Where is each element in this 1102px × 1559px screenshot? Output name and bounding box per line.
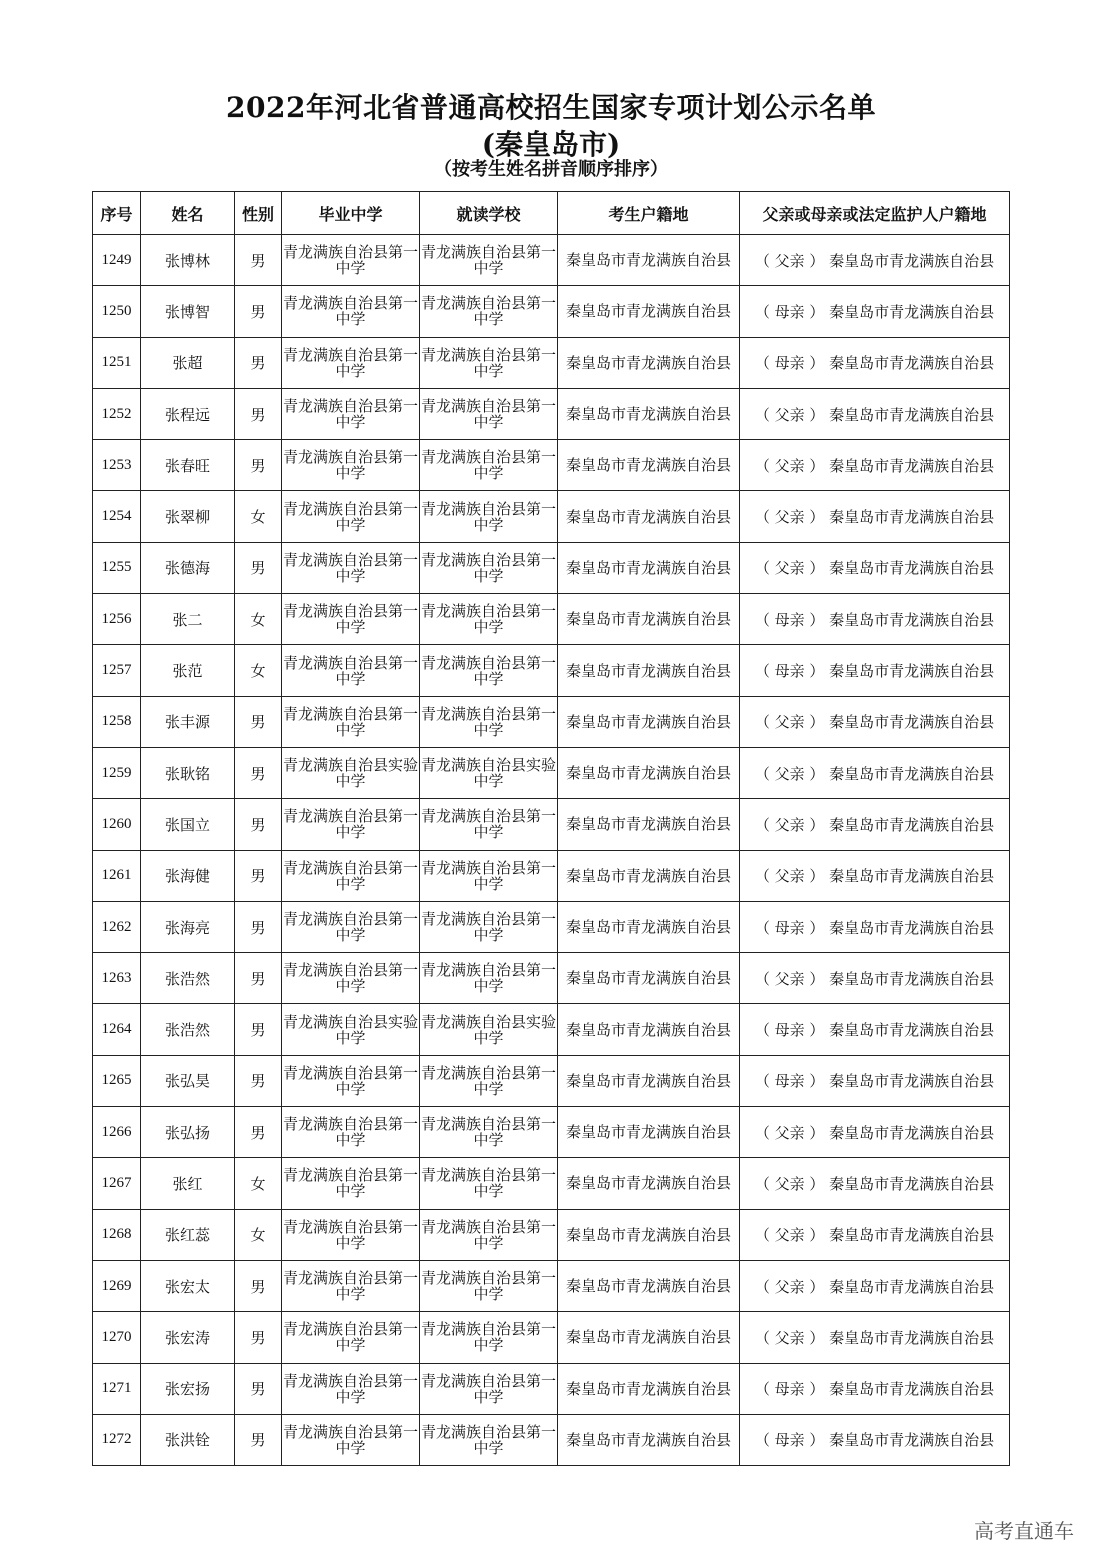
- cell-name: 张海亮: [141, 901, 235, 952]
- cell-registration: 秦皇岛市青龙满族自治县: [558, 799, 740, 850]
- table-row: [93, 953, 1010, 1004]
- header-registration: 考生户籍地: [558, 192, 740, 235]
- cell-guardian-registration: （ 母亲 ） 秦皇岛市青龙满族自治县: [740, 1363, 1010, 1414]
- cell-gender: 男: [235, 235, 282, 286]
- cell-graduation-school: 青龙满族自治县实验中学: [282, 747, 420, 798]
- header-current-school: 就读学校: [420, 192, 558, 235]
- cell-registration: 秦皇岛市青龙满族自治县: [558, 696, 740, 747]
- cell-serial: 1252: [93, 388, 141, 439]
- cell-name: 张博智: [141, 286, 235, 337]
- cell-guardian-registration: （ 父亲 ） 秦皇岛市青龙满族自治县: [740, 491, 1010, 542]
- cell-registration: 秦皇岛市青龙满族自治县: [558, 1004, 740, 1055]
- cell-gender: 女: [235, 645, 282, 696]
- cell-name: 张二: [141, 594, 235, 645]
- cell-serial: 1269: [93, 1260, 141, 1311]
- cell-graduation-school: 青龙满族自治县第一中学: [282, 696, 420, 747]
- roster-table: [92, 191, 1010, 1466]
- cell-current-school: 青龙满族自治县第一中学: [420, 1414, 558, 1465]
- cell-registration: 秦皇岛市青龙满族自治县: [558, 1363, 740, 1414]
- cell-name: 张宏涛: [141, 1312, 235, 1363]
- cell-graduation-school: 青龙满族自治县第一中学: [282, 799, 420, 850]
- cell-current-school: 青龙满族自治县第一中学: [420, 696, 558, 747]
- cell-graduation-school: 青龙满族自治县第一中学: [282, 491, 420, 542]
- cell-serial: 1264: [93, 1004, 141, 1055]
- cell-serial: 1270: [93, 1312, 141, 1363]
- cell-current-school: 青龙满族自治县第一中学: [420, 542, 558, 593]
- table-row: [93, 1158, 1010, 1209]
- cell-gender: 男: [235, 542, 282, 593]
- cell-serial: 1266: [93, 1107, 141, 1158]
- cell-name: 张翠柳: [141, 491, 235, 542]
- cell-current-school: 青龙满族自治县第一中学: [420, 953, 558, 1004]
- cell-guardian-registration: （ 母亲 ） 秦皇岛市青龙满族自治县: [740, 1055, 1010, 1106]
- cell-current-school: 青龙满族自治县第一中学: [420, 645, 558, 696]
- table-row: [93, 1209, 1010, 1260]
- cell-serial: 1260: [93, 799, 141, 850]
- table-row: [93, 286, 1010, 337]
- cell-guardian-registration: （ 母亲 ） 秦皇岛市青龙满族自治县: [740, 286, 1010, 337]
- cell-graduation-school: 青龙满族自治县第一中学: [282, 850, 420, 901]
- cell-guardian-registration: （ 母亲 ） 秦皇岛市青龙满族自治县: [740, 1414, 1010, 1465]
- cell-guardian-registration: （ 母亲 ） 秦皇岛市青龙满族自治县: [740, 594, 1010, 645]
- cell-current-school: 青龙满族自治县第一中学: [420, 235, 558, 286]
- header-gender: 性别: [235, 192, 282, 235]
- cell-current-school: 青龙满族自治县第一中学: [420, 388, 558, 439]
- cell-guardian-registration: （ 父亲 ） 秦皇岛市青龙满族自治县: [740, 850, 1010, 901]
- cell-graduation-school: 青龙满族自治县实验中学: [282, 1004, 420, 1055]
- cell-gender: 男: [235, 850, 282, 901]
- cell-current-school: 青龙满族自治县第一中学: [420, 337, 558, 388]
- cell-gender: 男: [235, 440, 282, 491]
- cell-registration: 秦皇岛市青龙满族自治县: [558, 594, 740, 645]
- cell-graduation-school: 青龙满族自治县第一中学: [282, 286, 420, 337]
- cell-gender: 男: [235, 1004, 282, 1055]
- cell-graduation-school: 青龙满族自治县第一中学: [282, 235, 420, 286]
- cell-serial: 1254: [93, 491, 141, 542]
- cell-graduation-school: 青龙满族自治县第一中学: [282, 1414, 420, 1465]
- cell-current-school: 青龙满族自治县第一中学: [420, 440, 558, 491]
- cell-current-school: 青龙满族自治县第一中学: [420, 1260, 558, 1311]
- cell-name: 张红: [141, 1158, 235, 1209]
- header-guardian-registration: 父亲或母亲或法定监护人户籍地: [740, 192, 1010, 235]
- cell-name: 张宏扬: [141, 1363, 235, 1414]
- cell-current-school: 青龙满族自治县第一中学: [420, 1055, 558, 1106]
- document-subtitle-city: (秦皇岛市): [481, 128, 621, 161]
- cell-serial: 1265: [93, 1055, 141, 1106]
- cell-name: 张德海: [141, 542, 235, 593]
- cell-registration: 秦皇岛市青龙满族自治县: [558, 901, 740, 952]
- cell-guardian-registration: （ 父亲 ） 秦皇岛市青龙满族自治县: [740, 1158, 1010, 1209]
- cell-guardian-registration: （ 父亲 ） 秦皇岛市青龙满族自治县: [740, 799, 1010, 850]
- cell-guardian-registration: （ 父亲 ） 秦皇岛市青龙满族自治县: [740, 953, 1010, 1004]
- cell-name: 张范: [141, 645, 235, 696]
- cell-serial: 1262: [93, 901, 141, 952]
- cell-serial: 1257: [93, 645, 141, 696]
- cell-name: 张超: [141, 337, 235, 388]
- cell-current-school: 青龙满族自治县第一中学: [420, 491, 558, 542]
- cell-current-school: 青龙满族自治县第一中学: [420, 1209, 558, 1260]
- cell-guardian-registration: （ 母亲 ） 秦皇岛市青龙满族自治县: [740, 1004, 1010, 1055]
- cell-current-school: 青龙满族自治县第一中学: [420, 594, 558, 645]
- cell-guardian-registration: （ 母亲 ） 秦皇岛市青龙满族自治县: [740, 337, 1010, 388]
- cell-graduation-school: 青龙满族自治县第一中学: [282, 1363, 420, 1414]
- cell-gender: 男: [235, 1363, 282, 1414]
- cell-registration: 秦皇岛市青龙满族自治县: [558, 440, 740, 491]
- cell-guardian-registration: （ 父亲 ） 秦皇岛市青龙满族自治县: [740, 1312, 1010, 1363]
- cell-gender: 女: [235, 594, 282, 645]
- cell-registration: 秦皇岛市青龙满族自治县: [558, 953, 740, 1004]
- cell-graduation-school: 青龙满族自治县第一中学: [282, 1158, 420, 1209]
- table-row: [93, 337, 1010, 388]
- cell-name: 张耿铭: [141, 747, 235, 798]
- cell-gender: 男: [235, 1312, 282, 1363]
- cell-graduation-school: 青龙满族自治县第一中学: [282, 1312, 420, 1363]
- cell-guardian-registration: （ 父亲 ） 秦皇岛市青龙满族自治县: [740, 388, 1010, 439]
- cell-graduation-school: 青龙满族自治县第一中学: [282, 337, 420, 388]
- table-row: [93, 799, 1010, 850]
- watermark-text: 高考直通车: [974, 1519, 1074, 1543]
- cell-gender: 男: [235, 901, 282, 952]
- cell-gender: 男: [235, 1260, 282, 1311]
- cell-registration: 秦皇岛市青龙满族自治县: [558, 388, 740, 439]
- cell-graduation-school: 青龙满族自治县第一中学: [282, 388, 420, 439]
- cell-name: 张海健: [141, 850, 235, 901]
- cell-guardian-registration: （ 父亲 ） 秦皇岛市青龙满族自治县: [740, 1260, 1010, 1311]
- cell-registration: 秦皇岛市青龙满族自治县: [558, 850, 740, 901]
- cell-guardian-registration: （ 父亲 ） 秦皇岛市青龙满族自治县: [740, 1209, 1010, 1260]
- cell-current-school: 青龙满族自治县第一中学: [420, 799, 558, 850]
- table-row: [93, 388, 1010, 439]
- cell-guardian-registration: （ 父亲 ） 秦皇岛市青龙满族自治县: [740, 542, 1010, 593]
- table-row: [93, 696, 1010, 747]
- table-row: [93, 1260, 1010, 1311]
- cell-guardian-registration: （ 母亲 ） 秦皇岛市青龙满族自治县: [740, 645, 1010, 696]
- header-serial: 序号: [93, 192, 141, 235]
- cell-name: 张春旺: [141, 440, 235, 491]
- table-row: [93, 1312, 1010, 1363]
- cell-gender: 女: [235, 1158, 282, 1209]
- cell-graduation-school: 青龙满族自治县第一中学: [282, 1107, 420, 1158]
- table-row: [93, 440, 1010, 491]
- cell-current-school: 青龙满族自治县实验中学: [420, 747, 558, 798]
- cell-name: 张洪铨: [141, 1414, 235, 1465]
- header-graduation-school: 毕业中学: [282, 192, 420, 235]
- header-name: 姓名: [141, 192, 235, 235]
- cell-name: 张程远: [141, 388, 235, 439]
- cell-registration: 秦皇岛市青龙满族自治县: [558, 1312, 740, 1363]
- table-row: [93, 901, 1010, 952]
- cell-guardian-registration: （ 父亲 ） 秦皇岛市青龙满族自治县: [740, 440, 1010, 491]
- cell-name: 张国立: [141, 799, 235, 850]
- cell-registration: 秦皇岛市青龙满族自治县: [558, 286, 740, 337]
- cell-registration: 秦皇岛市青龙满族自治县: [558, 1158, 740, 1209]
- table-row: [93, 747, 1010, 798]
- table-row: [93, 594, 1010, 645]
- cell-guardian-registration: （ 母亲 ） 秦皇岛市青龙满族自治县: [740, 901, 1010, 952]
- cell-gender: 男: [235, 747, 282, 798]
- cell-graduation-school: 青龙满族自治县第一中学: [282, 440, 420, 491]
- cell-name: 张浩然: [141, 953, 235, 1004]
- cell-graduation-school: 青龙满族自治县第一中学: [282, 542, 420, 593]
- cell-current-school: 青龙满族自治县第一中学: [420, 1363, 558, 1414]
- cell-registration: 秦皇岛市青龙满族自治县: [558, 491, 740, 542]
- cell-graduation-school: 青龙满族自治县第一中学: [282, 901, 420, 952]
- document-sort-note: （按考生姓名拼音顺序排序）: [434, 159, 668, 180]
- cell-guardian-registration: （ 父亲 ） 秦皇岛市青龙满族自治县: [740, 235, 1010, 286]
- cell-gender: 女: [235, 491, 282, 542]
- cell-registration: 秦皇岛市青龙满族自治县: [558, 645, 740, 696]
- cell-serial: 1249: [93, 235, 141, 286]
- cell-serial: 1250: [93, 286, 141, 337]
- cell-serial: 1261: [93, 850, 141, 901]
- table-header-row: [93, 192, 1010, 235]
- cell-registration: 秦皇岛市青龙满族自治县: [558, 747, 740, 798]
- cell-serial: 1251: [93, 337, 141, 388]
- table-row: [93, 1107, 1010, 1158]
- table-row: [93, 850, 1010, 901]
- table-row: [93, 235, 1010, 286]
- cell-serial: 1258: [93, 696, 141, 747]
- cell-gender: 女: [235, 1209, 282, 1260]
- table-row: [93, 1363, 1010, 1414]
- cell-registration: 秦皇岛市青龙满族自治县: [558, 1260, 740, 1311]
- cell-current-school: 青龙满族自治县第一中学: [420, 1107, 558, 1158]
- cell-serial: 1271: [93, 1363, 141, 1414]
- table-row: [93, 1055, 1010, 1106]
- cell-name: 张博林: [141, 235, 235, 286]
- cell-graduation-school: 青龙满族自治县第一中学: [282, 1260, 420, 1311]
- cell-guardian-registration: （ 父亲 ） 秦皇岛市青龙满族自治县: [740, 696, 1010, 747]
- table-row: [93, 645, 1010, 696]
- cell-guardian-registration: （ 父亲 ） 秦皇岛市青龙满族自治县: [740, 1107, 1010, 1158]
- cell-graduation-school: 青龙满族自治县第一中学: [282, 645, 420, 696]
- table-row: [93, 1004, 1010, 1055]
- cell-current-school: 青龙满族自治县实验中学: [420, 1004, 558, 1055]
- cell-name: 张弘扬: [141, 1107, 235, 1158]
- cell-registration: 秦皇岛市青龙满族自治县: [558, 1209, 740, 1260]
- table-row: [93, 491, 1010, 542]
- cell-graduation-school: 青龙满族自治县第一中学: [282, 1055, 420, 1106]
- cell-registration: 秦皇岛市青龙满族自治县: [558, 1055, 740, 1106]
- table-row: [93, 1414, 1010, 1465]
- cell-serial: 1253: [93, 440, 141, 491]
- cell-gender: 男: [235, 696, 282, 747]
- cell-serial: 1255: [93, 542, 141, 593]
- cell-registration: 秦皇岛市青龙满族自治县: [558, 337, 740, 388]
- cell-graduation-school: 青龙满族自治县第一中学: [282, 594, 420, 645]
- cell-serial: 1268: [93, 1209, 141, 1260]
- cell-graduation-school: 青龙满族自治县第一中学: [282, 953, 420, 1004]
- cell-gender: 男: [235, 337, 282, 388]
- cell-serial: 1259: [93, 747, 141, 798]
- cell-gender: 男: [235, 388, 282, 439]
- cell-name: 张弘昊: [141, 1055, 235, 1106]
- cell-registration: 秦皇岛市青龙满族自治县: [558, 1414, 740, 1465]
- cell-current-school: 青龙满族自治县第一中学: [420, 901, 558, 952]
- table-row: [93, 542, 1010, 593]
- cell-serial: 1263: [93, 953, 141, 1004]
- cell-serial: 1272: [93, 1414, 141, 1465]
- cell-guardian-registration: （ 父亲 ） 秦皇岛市青龙满族自治县: [740, 747, 1010, 798]
- cell-serial: 1256: [93, 594, 141, 645]
- cell-registration: 秦皇岛市青龙满族自治县: [558, 542, 740, 593]
- cell-gender: 男: [235, 286, 282, 337]
- cell-gender: 男: [235, 953, 282, 1004]
- cell-name: 张宏太: [141, 1260, 235, 1311]
- cell-gender: 男: [235, 1055, 282, 1106]
- cell-current-school: 青龙满族自治县第一中学: [420, 850, 558, 901]
- cell-name: 张丰源: [141, 696, 235, 747]
- document-title: 2022年河北省普通高校招生国家专项计划公示名单: [226, 91, 876, 124]
- cell-registration: 秦皇岛市青龙满族自治县: [558, 1107, 740, 1158]
- cell-registration: 秦皇岛市青龙满族自治县: [558, 235, 740, 286]
- cell-current-school: 青龙满族自治县第一中学: [420, 1158, 558, 1209]
- cell-name: 张浩然: [141, 1004, 235, 1055]
- cell-gender: 男: [235, 1107, 282, 1158]
- cell-current-school: 青龙满族自治县第一中学: [420, 286, 558, 337]
- cell-graduation-school: 青龙满族自治县第一中学: [282, 1209, 420, 1260]
- cell-gender: 男: [235, 799, 282, 850]
- cell-serial: 1267: [93, 1158, 141, 1209]
- cell-gender: 男: [235, 1414, 282, 1465]
- cell-current-school: 青龙满族自治县第一中学: [420, 1312, 558, 1363]
- cell-name: 张红蕊: [141, 1209, 235, 1260]
